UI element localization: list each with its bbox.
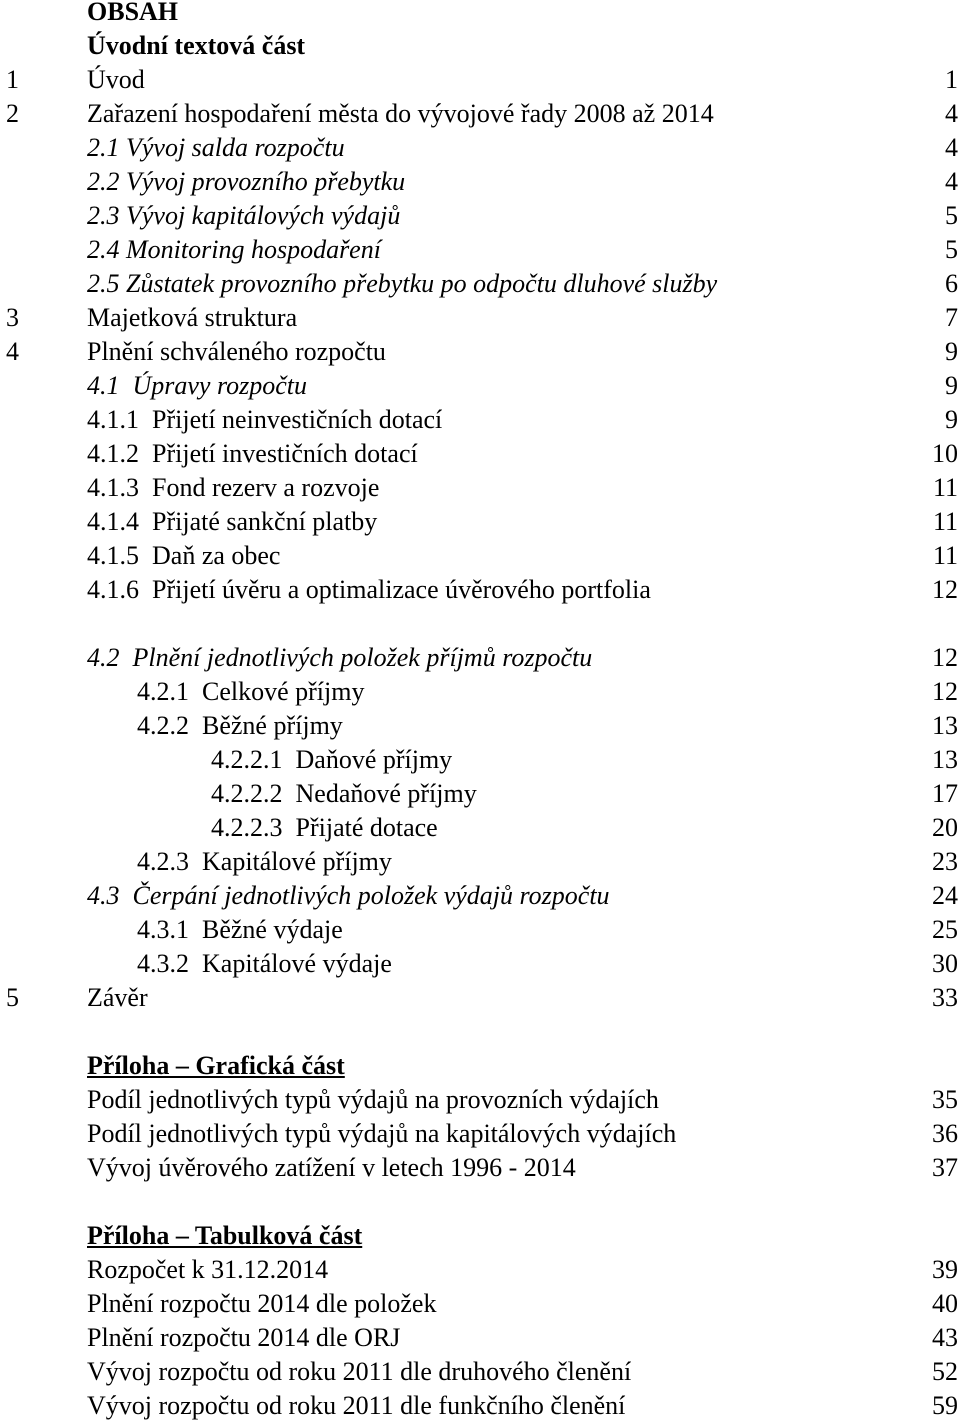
toc-entry-label: 4.2 Plnění jednotlivých položek příjmů rozpočtu bbox=[87, 643, 593, 672]
toc-entry-label: Majetková struktura bbox=[87, 303, 298, 332]
toc-entry-label: 4.2.3 Kapitálové příjmy bbox=[137, 847, 392, 876]
appendix-entry-page: 59 bbox=[932, 1391, 958, 1420]
toc-entry-page: 10 bbox=[932, 439, 958, 468]
toc-entry-page: 1 bbox=[945, 65, 958, 94]
graphic-appendix-heading: Příloha – Grafická část bbox=[87, 1051, 345, 1080]
toc-entry-label: 4.3 Čerpání jednotlivých položek výdajů rozpočtu bbox=[87, 881, 610, 910]
toc-entry-label: 4.2.2.3 Přijaté dotace bbox=[211, 813, 438, 842]
toc-entry-number: 3 bbox=[6, 303, 19, 332]
toc-entry-label: 4.2.2 Běžné příjmy bbox=[137, 711, 343, 740]
appendix-entry-page: 36 bbox=[932, 1119, 958, 1148]
toc-entry-page: 4 bbox=[945, 99, 958, 128]
appendix-entry-label: Vývoj rozpočtu od roku 2011 dle druhového členění bbox=[87, 1357, 632, 1386]
toc-entry-number: 5 bbox=[6, 983, 19, 1012]
toc-entry-page: 13 bbox=[932, 711, 958, 740]
intro-heading: Úvodní textová část bbox=[87, 31, 306, 60]
toc-entry-page: 12 bbox=[932, 575, 958, 604]
appendix-entry-page: 39 bbox=[932, 1255, 958, 1284]
toc-entry-label: 4.1.5 Daň za obec bbox=[87, 541, 281, 570]
table-appendix-heading: Příloha – Tabulková část bbox=[87, 1221, 363, 1250]
toc-entry-page: 9 bbox=[945, 337, 958, 366]
toc-entry-label: 2.1 Vývoj salda rozpočtu bbox=[87, 133, 345, 162]
appendix-entry-label: Plnění rozpočtu 2014 dle položek bbox=[87, 1289, 437, 1318]
toc-entry-label: Zařazení hospodaření města do vývojové řady 2008 až 2014 bbox=[87, 99, 714, 128]
toc-entry-label: 4.1.2 Přijetí investičních dotací bbox=[87, 439, 418, 468]
appendix-entry-page: 52 bbox=[932, 1357, 958, 1386]
toc-entry-label: 4.3.2 Kapitálové výdaje bbox=[137, 949, 392, 978]
toc-entry-page: 11 bbox=[932, 507, 958, 536]
toc-entry-label: 2.3 Vývoj kapitálových výdajů bbox=[87, 201, 401, 230]
toc-entry-label: Plnění schváleného rozpočtu bbox=[87, 337, 386, 366]
toc-entry-page: 33 bbox=[932, 983, 958, 1012]
toc-entry-label: Závěr bbox=[87, 983, 148, 1012]
toc-entry-page: 12 bbox=[932, 643, 958, 672]
toc-entry-number: 4 bbox=[6, 337, 19, 366]
appendix-entry-page: 37 bbox=[932, 1153, 958, 1182]
toc-entry-page: 17 bbox=[932, 779, 958, 808]
toc-entry-label: 4.1.6 Přijetí úvěru a optimalizace úvěrového portfolia bbox=[87, 575, 651, 604]
toc-entry-label: 4.1.3 Fond rezerv a rozvoje bbox=[87, 473, 380, 502]
toc-entry-number: 2 bbox=[6, 99, 19, 128]
toc-entry-label: 4.2.2.1 Daňové příjmy bbox=[211, 745, 453, 774]
appendix-entry-label: Podíl jednotlivých typů výdajů na kapitálových výdajích bbox=[87, 1119, 677, 1148]
appendix-entry-label: Rozpočet k 31.12.2014 bbox=[87, 1255, 329, 1284]
toc-entry-page: 30 bbox=[932, 949, 958, 978]
toc-entry-label: 4.1.4 Přijaté sankční platby bbox=[87, 507, 378, 536]
appendix-entry-label: Podíl jednotlivých typů výdajů na provozních výdajích bbox=[87, 1085, 659, 1114]
toc-title: OBSAH bbox=[87, 0, 179, 26]
toc-entry-number: 1 bbox=[6, 65, 19, 94]
toc-entry-page: 9 bbox=[945, 371, 958, 400]
toc-entry-label: 4.1.1 Přijetí neinvestičních dotací bbox=[87, 405, 443, 434]
toc-entry-page: 12 bbox=[932, 677, 958, 706]
toc-entry-page: 13 bbox=[932, 745, 958, 774]
toc-entry-page: 9 bbox=[945, 405, 958, 434]
toc-entry-page: 24 bbox=[932, 881, 958, 910]
toc-entry-page: 11 bbox=[932, 541, 958, 570]
toc-entry-page: 25 bbox=[932, 915, 958, 944]
appendix-entry-label: Plnění rozpočtu 2014 dle ORJ bbox=[87, 1323, 401, 1352]
appendix-entry-label: Vývoj rozpočtu od roku 2011 dle funkčního členění bbox=[87, 1391, 626, 1420]
toc-entry-label: 4.2.2.2 Nedaňové příjmy bbox=[211, 779, 477, 808]
toc-entry-label: 2.2 Vývoj provozního přebytku bbox=[87, 167, 406, 196]
toc-entry-label: 4.1 Úpravy rozpočtu bbox=[87, 371, 308, 400]
toc-entry-label: 4.2.1 Celkové příjmy bbox=[137, 677, 365, 706]
toc-entry-page: 5 bbox=[945, 235, 958, 264]
toc-entry-page: 11 bbox=[932, 473, 958, 502]
appendix-entry-page: 35 bbox=[932, 1085, 958, 1114]
appendix-entry-page: 40 bbox=[932, 1289, 958, 1318]
toc-entry-label: 4.3.1 Běžné výdaje bbox=[137, 915, 343, 944]
toc-entry-page: 4 bbox=[945, 167, 958, 196]
toc-entry-page: 23 bbox=[932, 847, 958, 876]
toc-entry-page: 7 bbox=[945, 303, 958, 332]
appendix-entry-label: Vývoj úvěrového zatížení v letech 1996 - 2014 bbox=[87, 1153, 576, 1182]
toc-entry-label: Úvod bbox=[87, 65, 145, 94]
appendix-entry-page: 43 bbox=[932, 1323, 958, 1352]
toc-entry-page: 20 bbox=[932, 813, 958, 842]
toc-entry-label: 2.4 Monitoring hospodaření bbox=[87, 235, 381, 264]
toc-entry-page: 6 bbox=[945, 269, 958, 298]
toc-entry-page: 4 bbox=[945, 133, 958, 162]
toc-entry-label: 2.5 Zůstatek provozního přebytku po odpočtu dluhové služby bbox=[87, 269, 718, 298]
toc-entry-page: 5 bbox=[945, 201, 958, 230]
